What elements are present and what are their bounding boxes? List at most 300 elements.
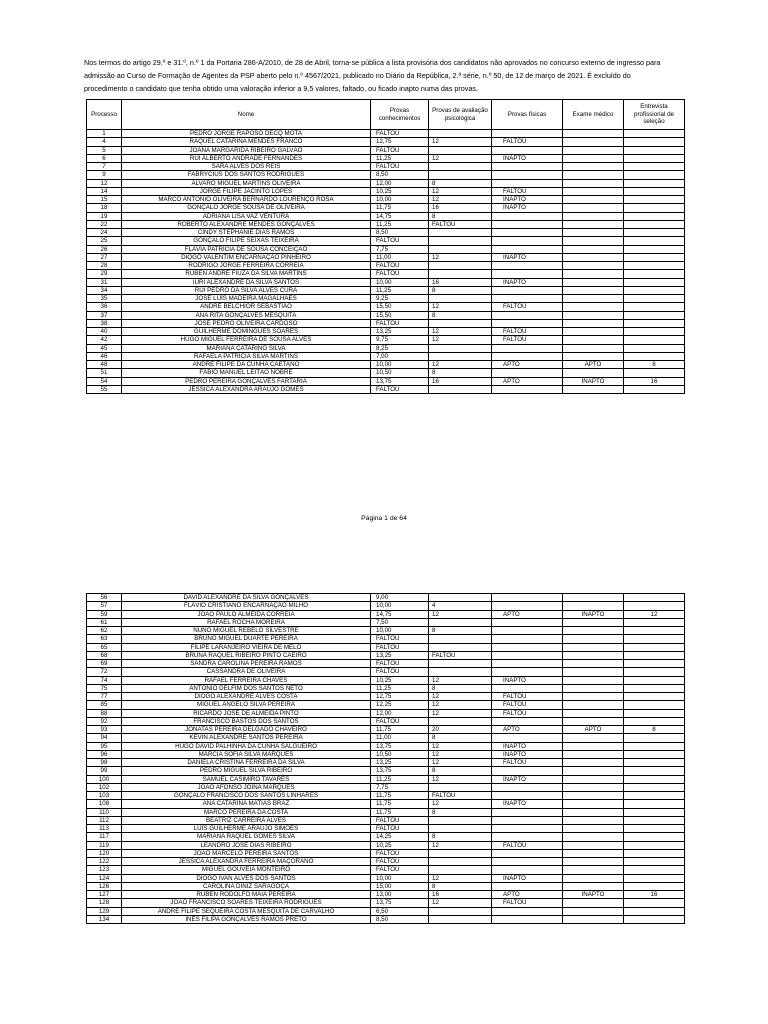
nome-cell: ÁLVARO MIGUEL MARTINS OLIVEIRA (122, 179, 371, 187)
exame-medico-cell (563, 858, 624, 866)
processo-cell: 22 (87, 220, 122, 228)
entrevista-cell (624, 775, 685, 783)
nome-cell: MARIANA CATARINO SILVA (122, 344, 371, 352)
entrevista-cell (624, 352, 685, 360)
processo-cell: 74 (87, 676, 122, 684)
exame-medico-cell (563, 319, 624, 327)
entrevista-cell (624, 693, 685, 701)
exame-medico-cell (563, 668, 624, 676)
nome-cell: KEVIN ALEXANDRE SANTOS PEREIRA (122, 734, 371, 742)
nome-cell: SAMUEL CASIMIRO TAVARES (122, 775, 371, 783)
entrevista-cell: 16 (624, 891, 685, 899)
table-row (87, 651, 685, 659)
provas-conhecimentos-cell: 13,00 (371, 891, 429, 899)
table-row (87, 701, 685, 709)
processo-cell: 1 (87, 130, 122, 138)
avaliacao-psicologica-cell: 12 (429, 610, 492, 618)
provas-fisicas-cell (492, 594, 563, 602)
provas-conhecimentos-cell: 12,75 (371, 693, 429, 701)
page-footer: Página 1 de 64 (361, 515, 407, 522)
provas-fisicas-cell (492, 352, 563, 360)
avaliacao-psicologica-cell: 12 (429, 328, 492, 336)
exame-medico-cell: APTO (563, 726, 624, 734)
processo-cell: 61 (87, 618, 122, 626)
processo-cell: 85 (87, 701, 122, 709)
table-row (87, 154, 685, 162)
exame-medico-cell (563, 627, 624, 635)
provas-conhecimentos-cell: 10,25 (371, 841, 429, 849)
entrevista-cell (624, 635, 685, 643)
processo-cell: 28 (87, 262, 122, 270)
table-row (87, 344, 685, 352)
avaliacao-psicologica-cell (429, 171, 492, 179)
entrevista-cell (624, 220, 685, 228)
avaliacao-psicologica-cell: 12 (429, 303, 492, 311)
nome-cell: ANDRÉ FILIPE SEQUEIRA COSTA MESQUITA DE CARVALHO (122, 907, 371, 915)
provas-fisicas-cell: INAPTO (492, 154, 563, 162)
nome-cell: JÉSSICA ALEXANDRA FERREIRA MAÇORANO (122, 858, 371, 866)
avaliacao-psicologica-cell: 12 (429, 775, 492, 783)
table-row (87, 319, 685, 327)
avaliacao-psicologica-cell: 8 (429, 286, 492, 294)
provas-conhecimentos-cell: 8,50 (371, 171, 429, 179)
exame-medico-cell (563, 651, 624, 659)
nome-cell: MIGUEL GOUVEIA MONTEIRO (122, 866, 371, 874)
provas-fisicas-cell: INAPTO (492, 676, 563, 684)
nome-cell: MÁRCIA SOFIA SILVA MARQUES (122, 750, 371, 758)
avaliacao-psicologica-cell (429, 643, 492, 651)
table-row (87, 610, 685, 618)
processo-cell: 6 (87, 154, 122, 162)
entrevista-cell (624, 311, 685, 319)
nome-cell: RAFAEL FERREIRA CHAVES (122, 676, 371, 684)
processo-cell: 72 (87, 668, 122, 676)
entrevista-cell (624, 262, 685, 270)
table-body-page-2 (87, 594, 685, 924)
exame-medico-cell (563, 253, 624, 261)
entrevista-cell (624, 684, 685, 692)
processo-cell: 55 (87, 385, 122, 393)
exame-medico-cell (563, 262, 624, 270)
provas-conhecimentos-cell: 7,75 (371, 783, 429, 791)
provas-fisicas-cell (492, 660, 563, 668)
provas-conhecimentos-cell: 15,50 (371, 311, 429, 319)
table-row (87, 808, 685, 816)
table-row (87, 858, 685, 866)
entrevista-cell (624, 792, 685, 800)
provas-conhecimentos-cell: FALTOU (371, 858, 429, 866)
exame-medico-cell (563, 344, 624, 352)
provas-fisicas-cell (492, 668, 563, 676)
avaliacao-psicologica-cell: FALTOU (429, 792, 492, 800)
avaliacao-psicologica-cell: 12 (429, 709, 492, 717)
nome-cell: BRUNA RAQUEL RIBEIRO PINTO CAEIRO (122, 651, 371, 659)
provas-conhecimentos-cell: 8,50 (371, 915, 429, 923)
provas-conhecimentos-cell: 14,75 (371, 610, 429, 618)
avaliacao-psicologica-cell: 8 (429, 833, 492, 841)
table-body-page-1 (87, 130, 685, 394)
table-row (87, 311, 685, 319)
entrevista-cell (624, 676, 685, 684)
provas-fisicas-cell: INAPTO (492, 874, 563, 882)
provas-fisicas-cell: FALTOU (492, 138, 563, 146)
avaliacao-psicologica-cell (429, 385, 492, 393)
processo-cell: 19 (87, 212, 122, 220)
table-row (87, 783, 685, 791)
processo-cell: 92 (87, 717, 122, 725)
processo-cell: 26 (87, 245, 122, 253)
entrevista-cell (624, 618, 685, 626)
nome-cell: JOÃO MARCELO PEREIRA SANTOS (122, 849, 371, 857)
entrevista-cell (624, 336, 685, 344)
exame-medico-cell (563, 866, 624, 874)
avaliacao-psicologica-cell: 8 (429, 179, 492, 187)
table-row (87, 377, 685, 385)
processo-cell: 24 (87, 229, 122, 237)
provas-fisicas-cell (492, 858, 563, 866)
exame-medico-cell: INAPTO (563, 377, 624, 385)
nome-cell: DIOGO VALENTIM ENCARNAÇÃO PINHEIRO (122, 253, 371, 261)
avaliacao-psicologica-cell: 8 (429, 734, 492, 742)
nome-cell: DANIELA CRISTINA FERREIRA DA SILVA (122, 759, 371, 767)
exame-medico-cell (563, 750, 624, 758)
processo-cell: 102 (87, 783, 122, 791)
nome-cell: NUNO MIGUEL REBELO SILVESTRE (122, 627, 371, 635)
nome-cell: INÊS FILIPA GONÇALVES RAMOS PRETO (122, 915, 371, 923)
entrevista-cell (624, 627, 685, 635)
provas-conhecimentos-cell: 10,00 (371, 361, 429, 369)
nome-cell: JONATAS PEREIRA DELGADO CHAVEIRO (122, 726, 371, 734)
table-row (87, 303, 685, 311)
processo-cell: 113 (87, 825, 122, 833)
nome-cell: JOÃO FRANCISCO SOARES TEIXEIRA RODRIGUES (122, 899, 371, 907)
provas-fisicas-cell (492, 295, 563, 303)
avaliacao-psicologica-cell (429, 915, 492, 923)
entrevista-cell (624, 270, 685, 278)
provas-fisicas-cell (492, 179, 563, 187)
table-header-row (87, 100, 685, 130)
processo-cell: 123 (87, 866, 122, 874)
table-row (87, 866, 685, 874)
header-processo: Processo (87, 100, 122, 130)
nome-cell: PEDRO JORGE RAPOSO DECQ MOTA (122, 130, 371, 138)
table-row (87, 833, 685, 841)
provas-conhecimentos-cell: 12,75 (371, 138, 429, 146)
exame-medico-cell (563, 602, 624, 610)
avaliacao-psicologica-cell: 8 (429, 627, 492, 635)
provas-conhecimentos-cell: 10,00 (371, 627, 429, 635)
entrevista-cell (624, 800, 685, 808)
nome-cell: RAQUEL CATARINA MENDES FRANCO (122, 138, 371, 146)
table-row (87, 734, 685, 742)
avaliacao-psicologica-cell: 8 (429, 369, 492, 377)
exame-medico-cell (563, 676, 624, 684)
table-row (87, 179, 685, 187)
provas-conhecimentos-cell: 14,75 (371, 212, 429, 220)
nome-cell: ROBERTO ALEXANDRE MENDES GONÇALVES (122, 220, 371, 228)
provas-fisicas-cell (492, 882, 563, 890)
header-provas-fisicas: Provas físicas (492, 100, 563, 130)
provas-conhecimentos-cell: 10,00 (371, 196, 429, 204)
table-row (87, 792, 685, 800)
avaliacao-psicologica-cell: 8 (429, 311, 492, 319)
provas-conhecimentos-cell: 10,00 (371, 278, 429, 286)
provas-fisicas-cell (492, 767, 563, 775)
exame-medico-cell (563, 212, 624, 220)
header-exame-medico: Exame médico (563, 100, 624, 130)
provas-conhecimentos-cell: 10,25 (371, 187, 429, 195)
provas-fisicas-cell (492, 907, 563, 915)
provas-fisicas-cell: FALTOU (492, 709, 563, 717)
avaliacao-psicologica-cell (429, 229, 492, 237)
table-row (87, 187, 685, 195)
processo-cell: 45 (87, 344, 122, 352)
nome-cell: RODRIGO JORGE FERREIRA CORREIA (122, 262, 371, 270)
nome-cell: CAROLINA DINIZ SARAGOÇA (122, 882, 371, 890)
processo-cell: 119 (87, 841, 122, 849)
exame-medico-cell (563, 245, 624, 253)
exame-medico-cell (563, 229, 624, 237)
avaliacao-psicologica-cell: 8 (429, 767, 492, 775)
table-row (87, 270, 685, 278)
exame-medico-cell (563, 709, 624, 717)
table-row (87, 220, 685, 228)
avaliacao-psicologica-cell (429, 237, 492, 245)
entrevista-cell (624, 253, 685, 261)
exame-medico-cell (563, 369, 624, 377)
entrevista-cell (624, 594, 685, 602)
exame-medico-cell (563, 783, 624, 791)
avaliacao-psicologica-cell (429, 849, 492, 857)
entrevista-cell (624, 882, 685, 890)
processo-cell: 94 (87, 734, 122, 742)
exame-medico-cell (563, 130, 624, 138)
exame-medico-cell (563, 701, 624, 709)
provas-fisicas-cell (492, 163, 563, 171)
processo-cell: 126 (87, 882, 122, 890)
nome-cell: MARCO PEREIRA DA COSTA (122, 808, 371, 816)
avaliacao-psicologica-cell (429, 146, 492, 154)
table-row (87, 229, 685, 237)
provas-fisicas-cell: FALTOU (492, 328, 563, 336)
provas-conhecimentos-cell: FALTOU (371, 866, 429, 874)
entrevista-cell (624, 212, 685, 220)
processo-cell: 65 (87, 643, 122, 651)
provas-conhecimentos-cell: 10,00 (371, 874, 429, 882)
entrevista-cell (624, 295, 685, 303)
provas-fisicas-cell: FALTOU (492, 303, 563, 311)
avaliacao-psicologica-cell (429, 344, 492, 352)
processo-cell: 48 (87, 361, 122, 369)
exame-medico-cell (563, 643, 624, 651)
provas-fisicas-cell (492, 237, 563, 245)
nome-cell: PEDRO MIGUEL SILVA RIBEIRO (122, 767, 371, 775)
entrevista-cell (624, 734, 685, 742)
nome-cell: MIGUEL ÂNGELO SILVA PEREIRA (122, 701, 371, 709)
provas-fisicas-cell (492, 849, 563, 857)
header-nome: Nome (122, 100, 371, 130)
entrevista-cell (624, 767, 685, 775)
entrevista-cell (624, 229, 685, 237)
processo-cell: 120 (87, 849, 122, 857)
provas-fisicas-cell (492, 635, 563, 643)
exame-medico-cell (563, 237, 624, 245)
table-row (87, 899, 685, 907)
exame-medico-cell (563, 825, 624, 833)
entrevista-cell (624, 899, 685, 907)
processo-cell: 124 (87, 874, 122, 882)
exame-medico-cell (563, 742, 624, 750)
avaliacao-psicologica-cell: 12 (429, 874, 492, 882)
exame-medico-cell (563, 915, 624, 923)
processo-cell: 27 (87, 253, 122, 261)
processo-cell: 38 (87, 319, 122, 327)
table-row (87, 825, 685, 833)
processo-cell: 36 (87, 303, 122, 311)
candidates-table-page-1 (86, 99, 685, 394)
provas-conhecimentos-cell: 11,75 (371, 204, 429, 212)
table-row (87, 767, 685, 775)
processo-cell: 75 (87, 684, 122, 692)
avaliacao-psicologica-cell (429, 668, 492, 676)
processo-cell: 59 (87, 610, 122, 618)
provas-fisicas-cell: FALTOU (492, 187, 563, 195)
provas-fisicas-cell: INAPTO (492, 800, 563, 808)
entrevista-cell: 8 (624, 361, 685, 369)
provas-conhecimentos-cell: 12,00 (371, 709, 429, 717)
provas-fisicas-cell: APTO (492, 610, 563, 618)
provas-conhecimentos-cell: FALTOU (371, 717, 429, 725)
entrevista-cell (624, 245, 685, 253)
table-row (87, 816, 685, 824)
avaliacao-psicologica-cell: 8 (429, 684, 492, 692)
avaliacao-psicologica-cell: 12 (429, 899, 492, 907)
exame-medico-cell (563, 352, 624, 360)
avaliacao-psicologica-cell: 12 (429, 841, 492, 849)
processo-cell: 35 (87, 295, 122, 303)
provas-conhecimentos-cell: FALTOU (371, 385, 429, 393)
provas-conhecimentos-cell: 11,25 (371, 286, 429, 294)
provas-fisicas-cell (492, 229, 563, 237)
provas-fisicas-cell: APTO (492, 726, 563, 734)
header-avaliacao-psicologica: Provas de avaliação psicológica (429, 100, 492, 130)
processo-cell: 127 (87, 891, 122, 899)
entrevista-cell (624, 849, 685, 857)
avaliacao-psicologica-cell (429, 825, 492, 833)
provas-fisicas-cell (492, 369, 563, 377)
entrevista-cell (624, 179, 685, 187)
provas-conhecimentos-cell: FALTOU (371, 816, 429, 824)
exame-medico-cell (563, 849, 624, 857)
nome-cell: FÁBIO MANUEL LEITÃO NOBRE (122, 369, 371, 377)
table-row (87, 907, 685, 915)
provas-fisicas-cell: INAPTO (492, 204, 563, 212)
exame-medico-cell (563, 635, 624, 643)
exame-medico-cell (563, 734, 624, 742)
provas-fisicas-cell (492, 734, 563, 742)
nome-cell: CINDY STEPHANIE DIAS RAMOS (122, 229, 371, 237)
nome-cell: HUGO DAVID PALHINHA DA CUNHA SALGUEIRO (122, 742, 371, 750)
avaliacao-psicologica-cell (429, 594, 492, 602)
exame-medico-cell (563, 907, 624, 915)
provas-fisicas-cell (492, 171, 563, 179)
nome-cell: HUGO MIGUEL FERREIRA DE SOUSA ALVES (122, 336, 371, 344)
nome-cell: RUI PEDRO DA SILVA ALVES CURA (122, 286, 371, 294)
exame-medico-cell: INAPTO (563, 891, 624, 899)
nome-cell: GUILHERME DOMINGUES SOARES (122, 328, 371, 336)
processo-cell: 15 (87, 196, 122, 204)
processo-cell: 29 (87, 270, 122, 278)
provas-fisicas-cell (492, 816, 563, 824)
provas-conhecimentos-cell: 8,50 (371, 229, 429, 237)
nome-cell: FLÁVIO CRISTIANO ENCARNAÇÃO MILHO (122, 602, 371, 610)
exame-medico-cell (563, 171, 624, 179)
entrevista-cell (624, 660, 685, 668)
entrevista-cell (624, 668, 685, 676)
processo-cell: 12 (87, 179, 122, 187)
processo-cell: 7 (87, 163, 122, 171)
nome-cell: SANDRA CAROLINA PEREIRA RAMOS (122, 660, 371, 668)
entrevista-cell (624, 154, 685, 162)
processo-cell: 54 (87, 377, 122, 385)
processo-cell: 4 (87, 138, 122, 146)
entrevista-cell (624, 385, 685, 393)
nome-cell: CASSANDRA DE OLIVEIRA (122, 668, 371, 676)
table-row (87, 602, 685, 610)
avaliacao-psicologica-cell: 8 (429, 882, 492, 890)
exame-medico-cell (563, 594, 624, 602)
entrevista-cell (624, 709, 685, 717)
entrevista-cell (624, 841, 685, 849)
processo-cell: 68 (87, 651, 122, 659)
exame-medico-cell (563, 163, 624, 171)
provas-conhecimentos-cell: 11,75 (371, 792, 429, 800)
provas-fisicas-cell (492, 286, 563, 294)
avaliacao-psicologica-cell: 12 (429, 742, 492, 750)
provas-conhecimentos-cell: 13,75 (371, 767, 429, 775)
provas-conhecimentos-cell: 7,50 (371, 618, 429, 626)
entrevista-cell (624, 750, 685, 758)
exame-medico-cell (563, 179, 624, 187)
table-row (87, 750, 685, 758)
exame-medico-cell (563, 196, 624, 204)
processo-cell: 100 (87, 775, 122, 783)
provas-fisicas-cell: FALTOU (492, 841, 563, 849)
provas-fisicas-cell: FALTOU (492, 693, 563, 701)
nome-cell: ANDRÉ FILIPE DA CUNHA CAETANO (122, 361, 371, 369)
exame-medico-cell (563, 270, 624, 278)
nome-cell: JOÃO PAULO ALMEIDA CORREIA (122, 610, 371, 618)
table-row (87, 726, 685, 734)
provas-fisicas-cell: FALTOU (492, 759, 563, 767)
avaliacao-psicologica-cell (429, 816, 492, 824)
avaliacao-psicologica-cell: 8 (429, 808, 492, 816)
avaliacao-psicologica-cell (429, 717, 492, 725)
table-row (87, 717, 685, 725)
provas-conhecimentos-cell: FALTOU (371, 146, 429, 154)
entrevista-cell (624, 759, 685, 767)
processo-cell: 108 (87, 800, 122, 808)
entrevista-cell (624, 907, 685, 915)
provas-conhecimentos-cell: FALTOU (371, 825, 429, 833)
exame-medico-cell (563, 841, 624, 849)
provas-fisicas-cell (492, 146, 563, 154)
provas-fisicas-cell (492, 220, 563, 228)
exame-medico-cell (563, 684, 624, 692)
table-row (87, 627, 685, 635)
provas-fisicas-cell (492, 262, 563, 270)
provas-conhecimentos-cell: 13,75 (371, 899, 429, 907)
